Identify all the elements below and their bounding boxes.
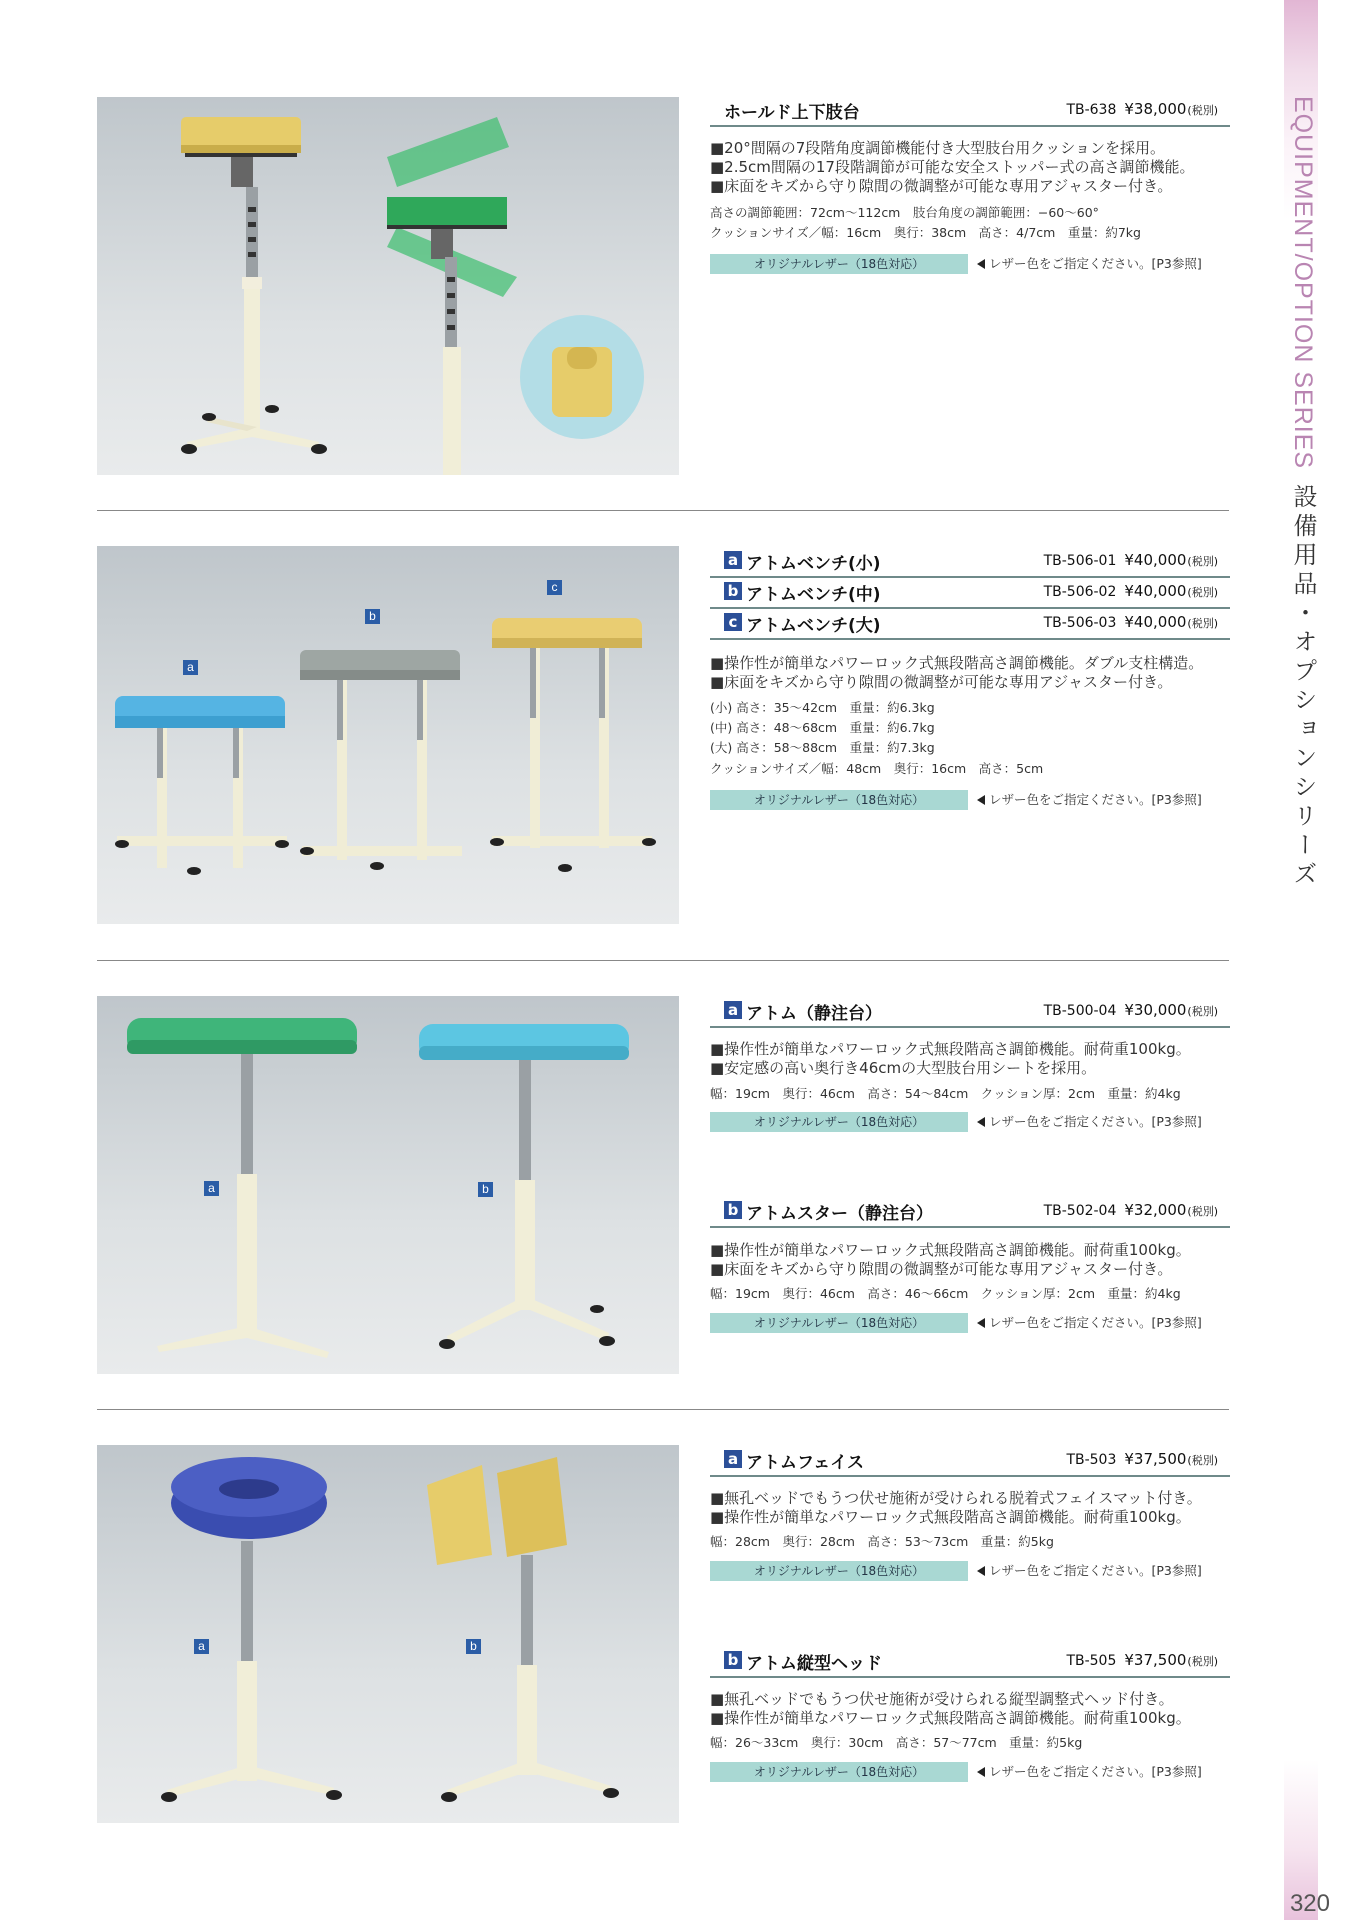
leather-option: [710, 1112, 1230, 1132]
dimension-line: 幅：19cm 奥行：46cm 高さ：46〜66cm クッション厚：2cm 重量：約4kg: [710, 1286, 1181, 1301]
leather-label: オリジナルレザー（18色対応）: [710, 254, 968, 274]
product-name: アトム（静注台）: [746, 1004, 882, 1024]
leather-option: [710, 254, 1230, 274]
product-header: [710, 548, 1230, 578]
product-photo-atom-bench: [97, 546, 679, 924]
dimension-line: 幅：19cm 奥行：46cm 高さ：54〜84cm クッション厚：2cm 重量：約4kg: [710, 1086, 1181, 1101]
product-spec: [1066, 1450, 1218, 1468]
feature-line: ■操作性が簡単なパワーロック式無段階高さ調節機能。耐荷重100kg。: [710, 1709, 1191, 1727]
product-spec: [1044, 613, 1218, 631]
section-divider: [97, 510, 1229, 511]
arrow-left-icon: [977, 1767, 985, 1777]
leather-label: オリジナルレザー（18色対応）: [710, 1561, 968, 1581]
product-header: [710, 998, 1230, 1028]
feature-line: ■操作性が簡単なパワーロック式無段階高さ調節機能。耐荷重100kg。: [710, 1241, 1191, 1259]
arrow-left-icon: [977, 1117, 985, 1127]
product-name: アトム縦型ヘッド: [746, 1654, 882, 1674]
product-info-atom-iv: [710, 998, 1230, 1138]
product-badge: a: [724, 551, 742, 569]
feature-line: ■20°間隔の7段階角度調節機能付き大型肢台用クッションを採用。: [710, 139, 1166, 157]
product-name: アトムベンチ(小): [746, 554, 881, 574]
page-number: 320: [1289, 1890, 1330, 1917]
product-spec: [1066, 100, 1218, 118]
arrow-left-icon: [977, 795, 985, 805]
dimension-line: 幅：26〜33cm 奥行：30cm 高さ：57〜77cm 重量：約5kg: [710, 1735, 1083, 1750]
feature-line: ■無孔ベッドでもうつ伏せ施術が受けられる脱着式フェイスマット付き。: [710, 1489, 1202, 1507]
tax-label: (税別): [1187, 555, 1218, 568]
dimension-line: (大) 高さ：58〜88cm 重量：約7.3kg: [710, 740, 935, 755]
tax-label: (税別): [1187, 586, 1218, 599]
leather-option: [710, 1561, 1230, 1581]
dimension-line: クッションサイズ／幅：48cm 奥行：16cm 高さ：5cm: [710, 761, 1044, 776]
photo-tag-b: b: [365, 609, 380, 624]
feature-line: ■2.5cm間隔の17段階調節が可能な安全ストッパー式の高さ調節機能。: [710, 158, 1195, 176]
product-spec: [1044, 582, 1218, 600]
product-info-atom-bench: [710, 548, 1230, 818]
tax-label: (税別): [1187, 617, 1218, 630]
series-title-en: EQUIPMENT/OPTION SERIES: [1289, 96, 1317, 470]
product-code: TB-502-04: [1043, 1203, 1117, 1219]
product-price: ¥32,000: [1124, 1201, 1187, 1219]
product-name: アトムスター（静注台）: [746, 1204, 933, 1224]
product-price: ¥37,500: [1124, 1651, 1187, 1669]
feature-line: ■無孔ベッドでもうつ伏せ施術が受けられる縦型調整式ヘッド付き。: [710, 1690, 1174, 1708]
photo-tag-a: a: [183, 660, 198, 675]
feature-line: ■操作性が簡単なパワーロック式無段階高さ調節機能。耐荷重100kg。: [710, 1040, 1191, 1058]
product-spec: [1044, 551, 1218, 569]
dimension-line: 幅：28cm 奥行：28cm 高さ：53〜73cm 重量：約5kg: [710, 1534, 1054, 1549]
series-title-jp: 設備用品・オプションシリーズ: [1289, 484, 1317, 890]
product-photo-atom-face: [97, 1445, 679, 1823]
leather-note: レザー色をご指定ください。[P3参照]: [989, 1315, 1202, 1330]
product-code: TB-500-04: [1043, 1003, 1117, 1019]
product-price: ¥40,000: [1124, 613, 1187, 631]
leather-note: レザー色をご指定ください。[P3参照]: [989, 256, 1202, 271]
tax-label: (税別): [1187, 104, 1218, 117]
dimension-line: (中) 高さ：48〜68cm 重量：約6.7kg: [710, 720, 935, 735]
photo-tag-c: c: [547, 580, 562, 595]
product-spec: [1044, 1001, 1218, 1019]
leather-label: オリジナルレザー（18色対応）: [710, 790, 968, 810]
product-badge: b: [724, 1201, 742, 1219]
leather-note: レザー色をご指定ください。[P3参照]: [989, 1114, 1202, 1129]
arrow-left-icon: [977, 1318, 985, 1328]
tax-label: (税別): [1187, 1005, 1218, 1018]
section-divider: [97, 1409, 1229, 1410]
product-header: [710, 610, 1230, 640]
product-badge: c: [724, 613, 742, 631]
leather-label: オリジナルレザー（18色対応）: [710, 1112, 968, 1132]
tax-label: (税別): [1187, 1205, 1218, 1218]
feature-line: ■安定感の高い奥行き46cmの大型肢台用シートを採用。: [710, 1059, 1097, 1077]
feature-line: ■床面をキズから守り隙間の微調整が可能な専用アジャスター付き。: [710, 1260, 1173, 1278]
leather-option: [710, 790, 1230, 810]
leather-label: オリジナルレザー（18色対応）: [710, 1313, 968, 1333]
photo-tag-a: a: [204, 1181, 219, 1196]
product-code: TB-505: [1066, 1653, 1117, 1669]
product-header: [710, 1447, 1230, 1477]
product-name: ホールド上下肢台: [724, 103, 860, 123]
leather-option: [710, 1313, 1230, 1333]
product-spec: [1066, 1651, 1218, 1669]
leather-note: レザー色をご指定ください。[P3参照]: [989, 1764, 1202, 1779]
product-code: TB-506-01: [1043, 553, 1117, 569]
leather-note: レザー色をご指定ください。[P3参照]: [989, 792, 1202, 807]
leather-option: [710, 1762, 1230, 1782]
feature-line: ■床面をキズから守り隙間の微調整が可能な専用アジャスター付き。: [710, 177, 1173, 195]
photo-tag-b: b: [478, 1182, 493, 1197]
product-header: [710, 97, 1230, 127]
product-name: アトムフェイス: [746, 1453, 864, 1473]
tax-label: (税別): [1187, 1655, 1218, 1668]
leather-label: オリジナルレザー（18色対応）: [710, 1762, 968, 1782]
photo-tag-b: b: [466, 1639, 481, 1654]
product-header: [710, 1648, 1230, 1678]
product-photo-atom-iv: [97, 996, 679, 1374]
product-info-atom-vertical-head: [710, 1648, 1230, 1788]
dimension-line: (小) 高さ：35〜42cm 重量：約6.3kg: [710, 700, 935, 715]
product-price: ¥40,000: [1124, 551, 1187, 569]
product-badge: a: [724, 1001, 742, 1019]
product-price: ¥30,000: [1124, 1001, 1187, 1019]
product-header: [710, 1198, 1230, 1228]
arrow-left-icon: [977, 1566, 985, 1576]
product-name: アトムベンチ(大): [746, 616, 881, 636]
product-info-hold-stand: [710, 97, 1230, 287]
section-divider: [97, 960, 1229, 961]
arrow-left-icon: [977, 259, 985, 269]
product-code: TB-506-02: [1043, 584, 1117, 600]
feature-line: ■操作性が簡単なパワーロック式無段階高さ調節機能。耐荷重100kg。: [710, 1508, 1191, 1526]
leather-note: レザー色をご指定ください。[P3参照]: [989, 1563, 1202, 1578]
product-badge: b: [724, 1651, 742, 1669]
dimension-line: クッションサイズ／幅：16cm 奥行：38cm 高さ：4/7cm 重量：約7kg: [710, 225, 1141, 240]
product-code: TB-638: [1066, 102, 1117, 118]
product-info-atom-face: [710, 1447, 1230, 1587]
tax-label: (税別): [1187, 1454, 1218, 1467]
product-info-atom-star: [710, 1198, 1230, 1338]
product-name: アトムベンチ(中): [746, 585, 881, 605]
product-code: TB-506-03: [1043, 615, 1117, 631]
product-code: TB-503: [1066, 1452, 1117, 1468]
product-price: ¥38,000: [1124, 100, 1187, 118]
product-badge: a: [724, 1450, 742, 1468]
feature-line: ■操作性が簡単なパワーロック式無段階高さ調節機能。ダブル支柱構造。: [710, 654, 1204, 672]
product-spec: [1044, 1201, 1218, 1219]
dimension-line: 高さの調節範囲：72cm〜112cm 肢台角度の調節範囲：−60〜60°: [710, 205, 1099, 220]
product-header: [710, 579, 1230, 609]
product-badge: b: [724, 582, 742, 600]
photo-tag-a: a: [194, 1639, 209, 1654]
feature-line: ■床面をキズから守り隙間の微調整が可能な専用アジャスター付き。: [710, 673, 1173, 691]
product-photo-hold-stand: [97, 97, 679, 475]
product-price: ¥40,000: [1124, 582, 1187, 600]
product-price: ¥37,500: [1124, 1450, 1187, 1468]
